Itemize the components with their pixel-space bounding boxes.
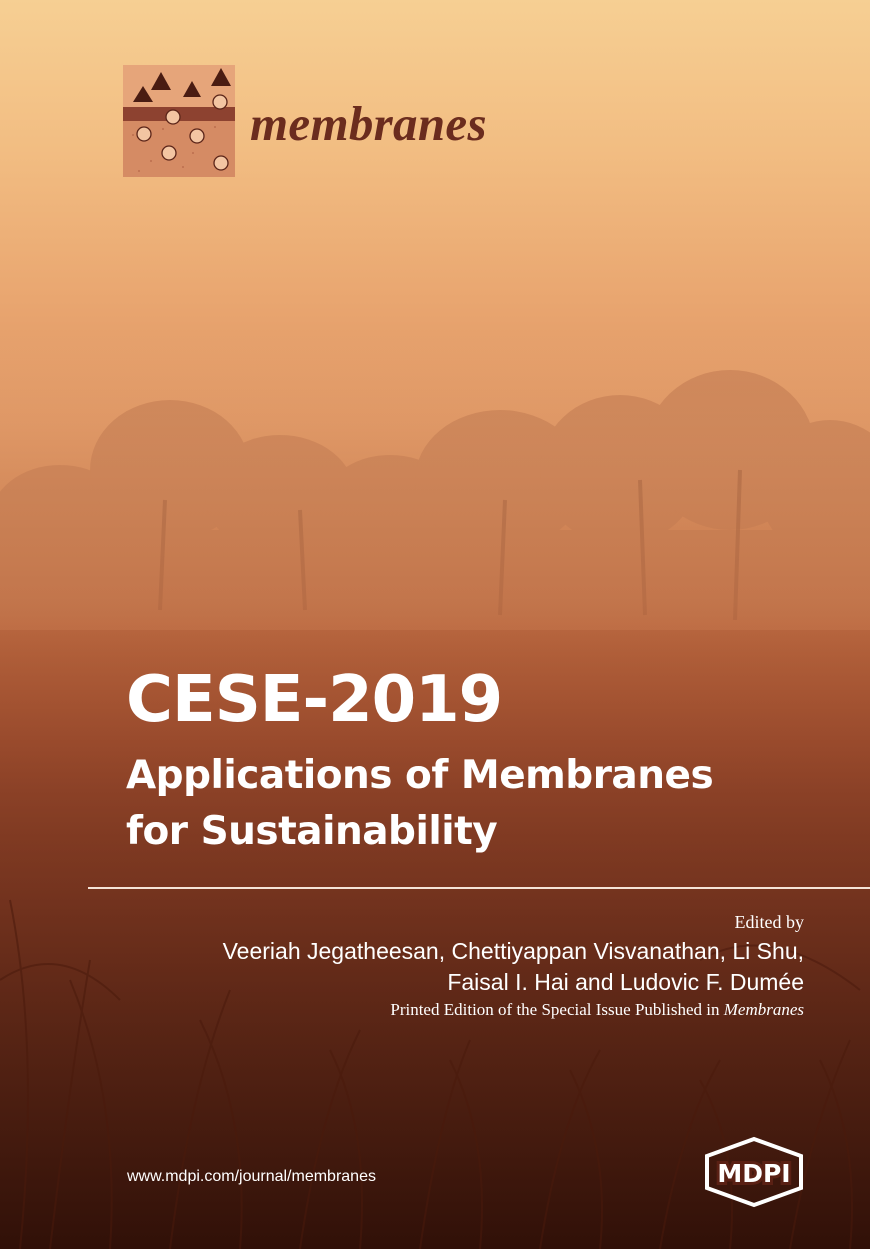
- subtitle-line: for Sustainability: [126, 809, 498, 854]
- editor-line: Faisal I. Hai and Ludovic F. Dumée: [447, 969, 804, 995]
- book-title: CESE-2019: [126, 663, 503, 737]
- edition-note: [390, 998, 804, 1022]
- membrane-layers-icon: [123, 65, 235, 177]
- editor-line: Veeriah Jegatheesan, Chettiyappan Visvanathan, Li Shu,: [222, 938, 804, 964]
- book-subtitle: [126, 748, 713, 860]
- divider: [88, 887, 870, 889]
- edition-journal: Membranes: [723, 1000, 804, 1019]
- publisher-name: MDPI: [717, 1159, 791, 1188]
- journal-name: membranes: [250, 96, 487, 151]
- subtitle-line: Applications of Membranes: [126, 753, 714, 798]
- edition-prefix: Printed Edition of the Special Issue Published in: [390, 1000, 724, 1019]
- mdpi-logo-icon: [702, 1136, 806, 1208]
- journal-url: www.mdpi.com/journal/membranes: [127, 1168, 376, 1185]
- editor-names: [223, 936, 804, 998]
- edited-by-label: Edited by: [734, 912, 804, 932]
